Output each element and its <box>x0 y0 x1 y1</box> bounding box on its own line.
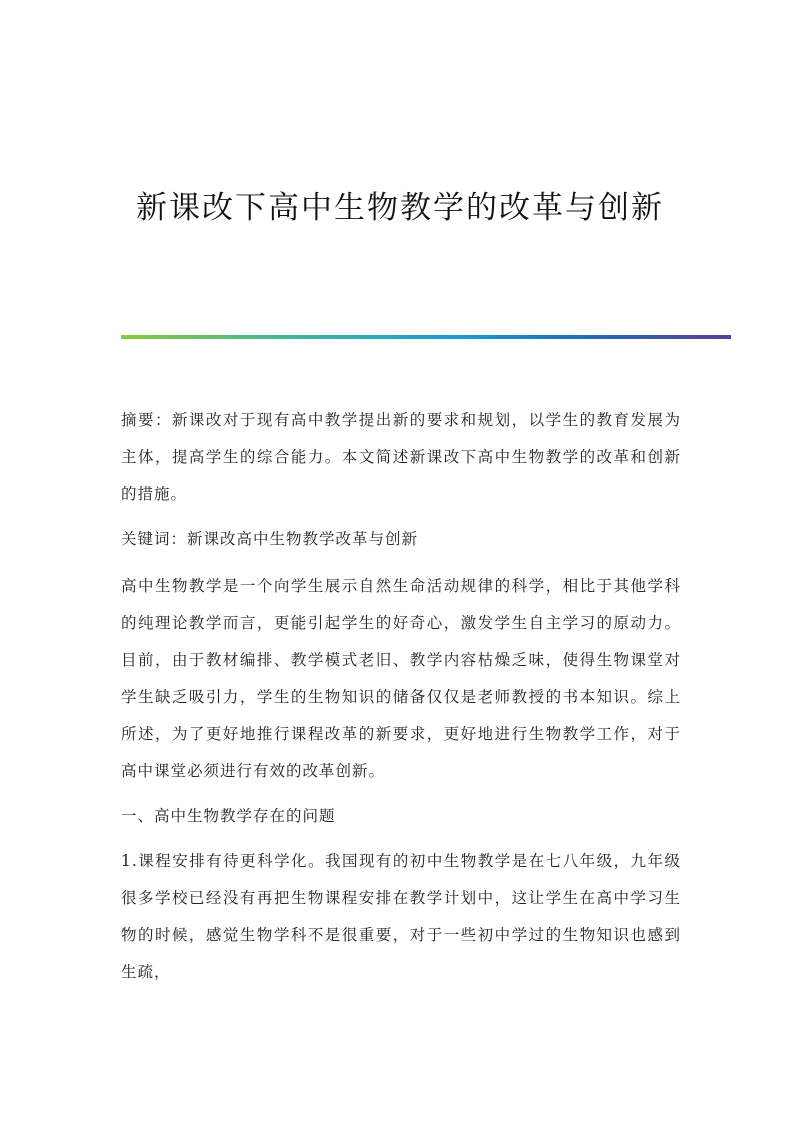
section-heading: 一、高中生物教学存在的问题 <box>121 807 336 825</box>
title-divider <box>121 335 731 339</box>
abstract-paragraph: 摘要：新课改对于现有高中教学提出新的要求和规划，以学生的教育发展为主体，提高学生的综合能力。本文简述新课改下高中生物教学的改革和创新的措施。 <box>121 411 681 503</box>
intro-paragraph: 高中生物教学是一个向学生展示自然生命活动规律的科学，相比于其他学科的纯理论教学而言，更能引起学生的好奇心，激发学生自主学习的原动力。目前，由于教材编排、教学模式老旧、教学内容枯燥乏味，使得生物课堂对学生缺乏吸引力，学生的生物知识的储备仅仅是老师教授的书本知识。综上所述，为了更好地推行课程改革的新要求，更好地进行生物教学工作，对于高中课堂必须进行有效的改革创新。 <box>121 577 681 780</box>
section-paragraph: 1.课程安排有待更科学化。我国现有的初中生物教学是在七八年级，九年级很多学校已经没有再把生物课程安排在教学计划中，这让学生在高中学习生物的时候，感觉生物学科不是很重要，对于一些初中学过的生物知识也感到生疏， <box>121 852 681 981</box>
document-title: 新课改下高中生物教学的改革与创新 <box>136 190 664 226</box>
document-body <box>121 402 681 999</box>
keywords-paragraph: 关键词：新课改高中生物教学改革与创新 <box>121 530 419 548</box>
